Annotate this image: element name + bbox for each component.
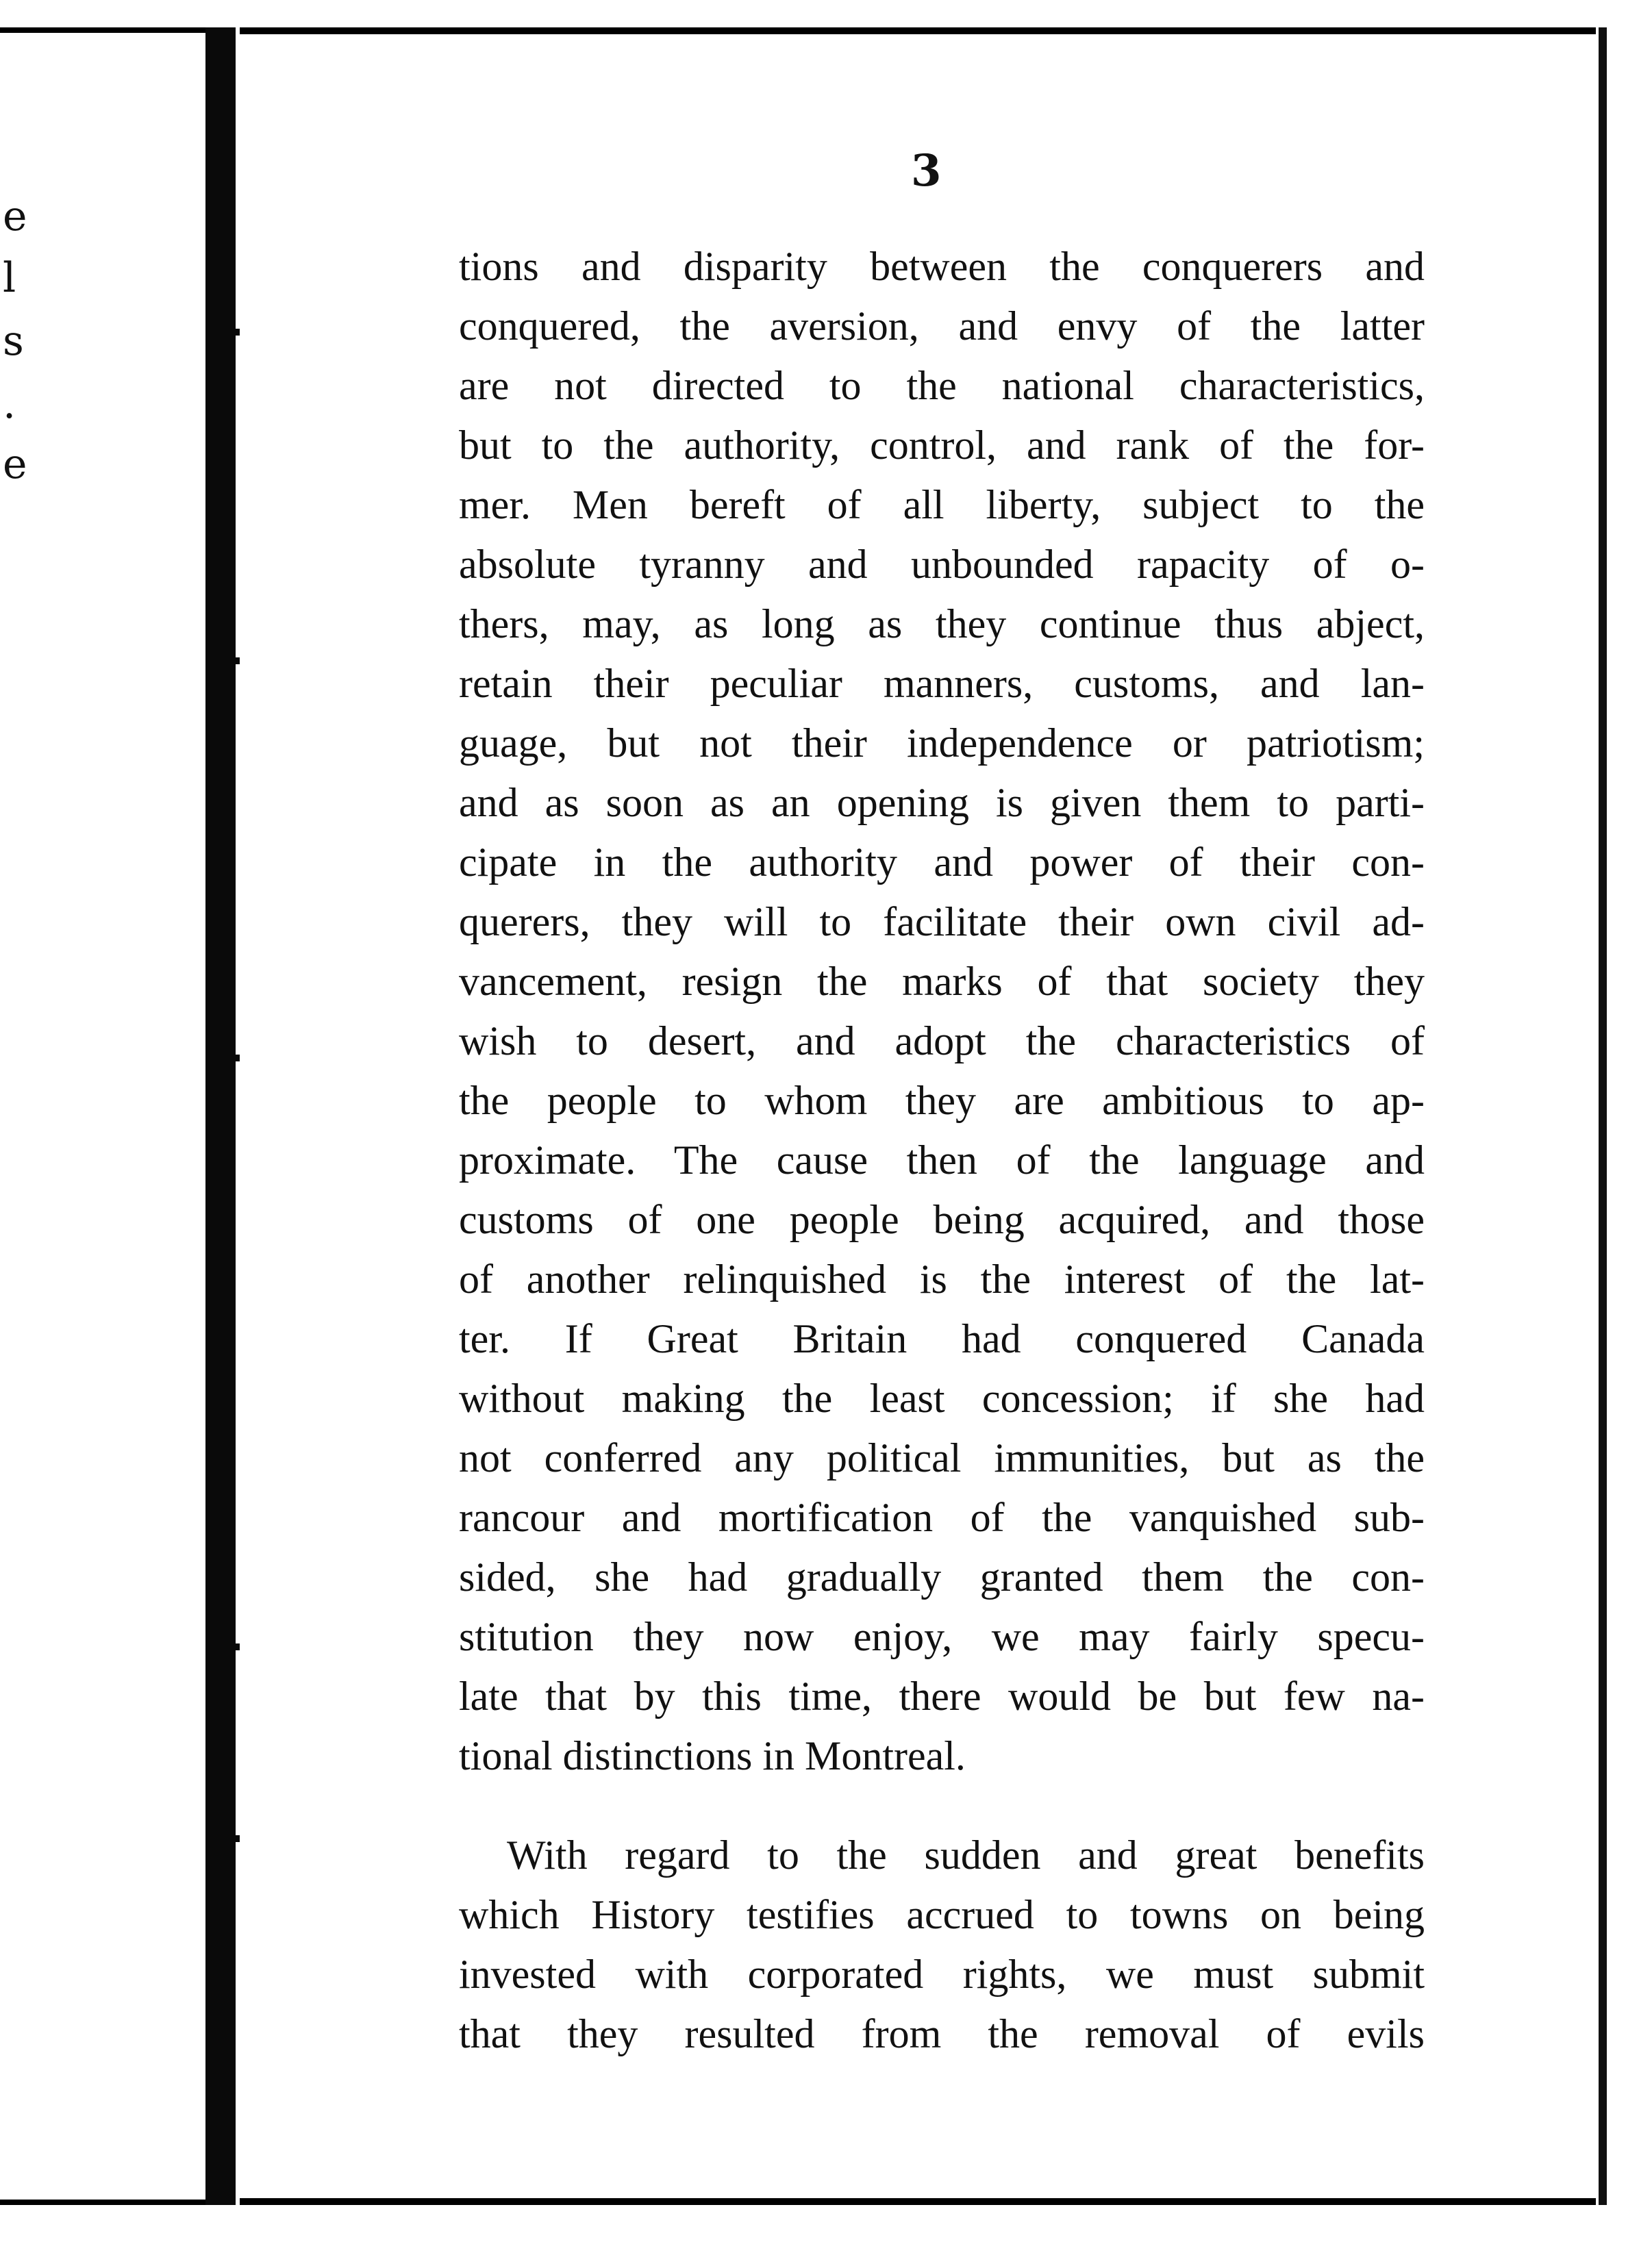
text-line: tional distinctions in Montreal.: [459, 1733, 966, 1778]
margin-fragment: l: [3, 254, 16, 302]
text-line: proximate. The cause then of the language and: [459, 1137, 1425, 1183]
text-line: With regard to the sudden and great benefits: [507, 1832, 1425, 1878]
text-line: of another relinquished is the interest of the lat-: [459, 1257, 1425, 1302]
text-line: sided, she had gradually granted them the con-: [459, 1554, 1425, 1600]
margin-fragment: e: [3, 192, 27, 240]
paragraph: [459, 237, 1425, 1786]
paragraph-gap: [459, 1786, 1425, 1826]
text-line: are not directed to the national characteristics,: [459, 363, 1425, 408]
text-line: rancour and mortification of the vanquished sub-: [459, 1495, 1425, 1540]
text-line: retain their peculiar manners, customs, and lan-: [459, 661, 1425, 706]
text-line: absolute tyranny and unbounded rapacity of o-: [459, 542, 1425, 587]
text-line: tions and disparity between the conquerers and: [459, 244, 1425, 289]
text-line: customs of one people being acquired, and those: [459, 1197, 1425, 1242]
margin-fragment: s: [3, 317, 24, 365]
margin-fragment: .: [3, 380, 16, 428]
paragraph: [459, 1826, 1425, 2064]
binding-gutter: [205, 27, 236, 2205]
body-text: [459, 237, 1425, 2064]
page-number: 3: [911, 145, 942, 197]
previous-page-edge: [0, 27, 205, 2205]
text-line: ter. If Great Britain had conquered Canada: [459, 1316, 1425, 1361]
text-line: not conferred any political immunities, but as the: [459, 1435, 1425, 1480]
text-line: guage, but not their independence or patriotism;: [459, 720, 1425, 766]
text-line: cipate in the authority and power of their con-: [459, 840, 1425, 885]
text-line: that they resulted from the removal of evils: [459, 2011, 1425, 2056]
text-line: stitution they now enjoy, we may fairly specu-: [459, 1614, 1425, 1659]
text-line: invested with corporated rights, we must submit: [459, 1952, 1425, 1997]
text-line: the people to whom they are ambitious to ap-: [459, 1078, 1425, 1123]
text-line: but to the authority, control, and rank of the for-: [459, 423, 1425, 468]
text-line: late that by this time, there would be but few na-: [459, 1674, 1425, 1719]
text-line: mer. Men bereft of all liberty, subject to the: [459, 482, 1425, 527]
text-line: conquered, the aversion, and envy of the latter: [459, 303, 1425, 349]
margin-fragment: e: [3, 440, 27, 488]
text-line: without making the least concession; if she had: [459, 1376, 1425, 1421]
text-line: wish to desert, and adopt the characteristics of: [459, 1018, 1425, 1063]
page-edge: [1599, 27, 1607, 2205]
text-line: and as soon as an opening is given them to parti-: [459, 780, 1425, 825]
text-line: which History testifies accrued to towns on being: [459, 1892, 1425, 1937]
text-line: thers, may, as long as they continue thus abject,: [459, 601, 1425, 646]
text-line: querers, they will to facilitate their own civil ad-: [459, 899, 1425, 944]
text-line: vancement, resign the marks of that society they: [459, 959, 1425, 1004]
